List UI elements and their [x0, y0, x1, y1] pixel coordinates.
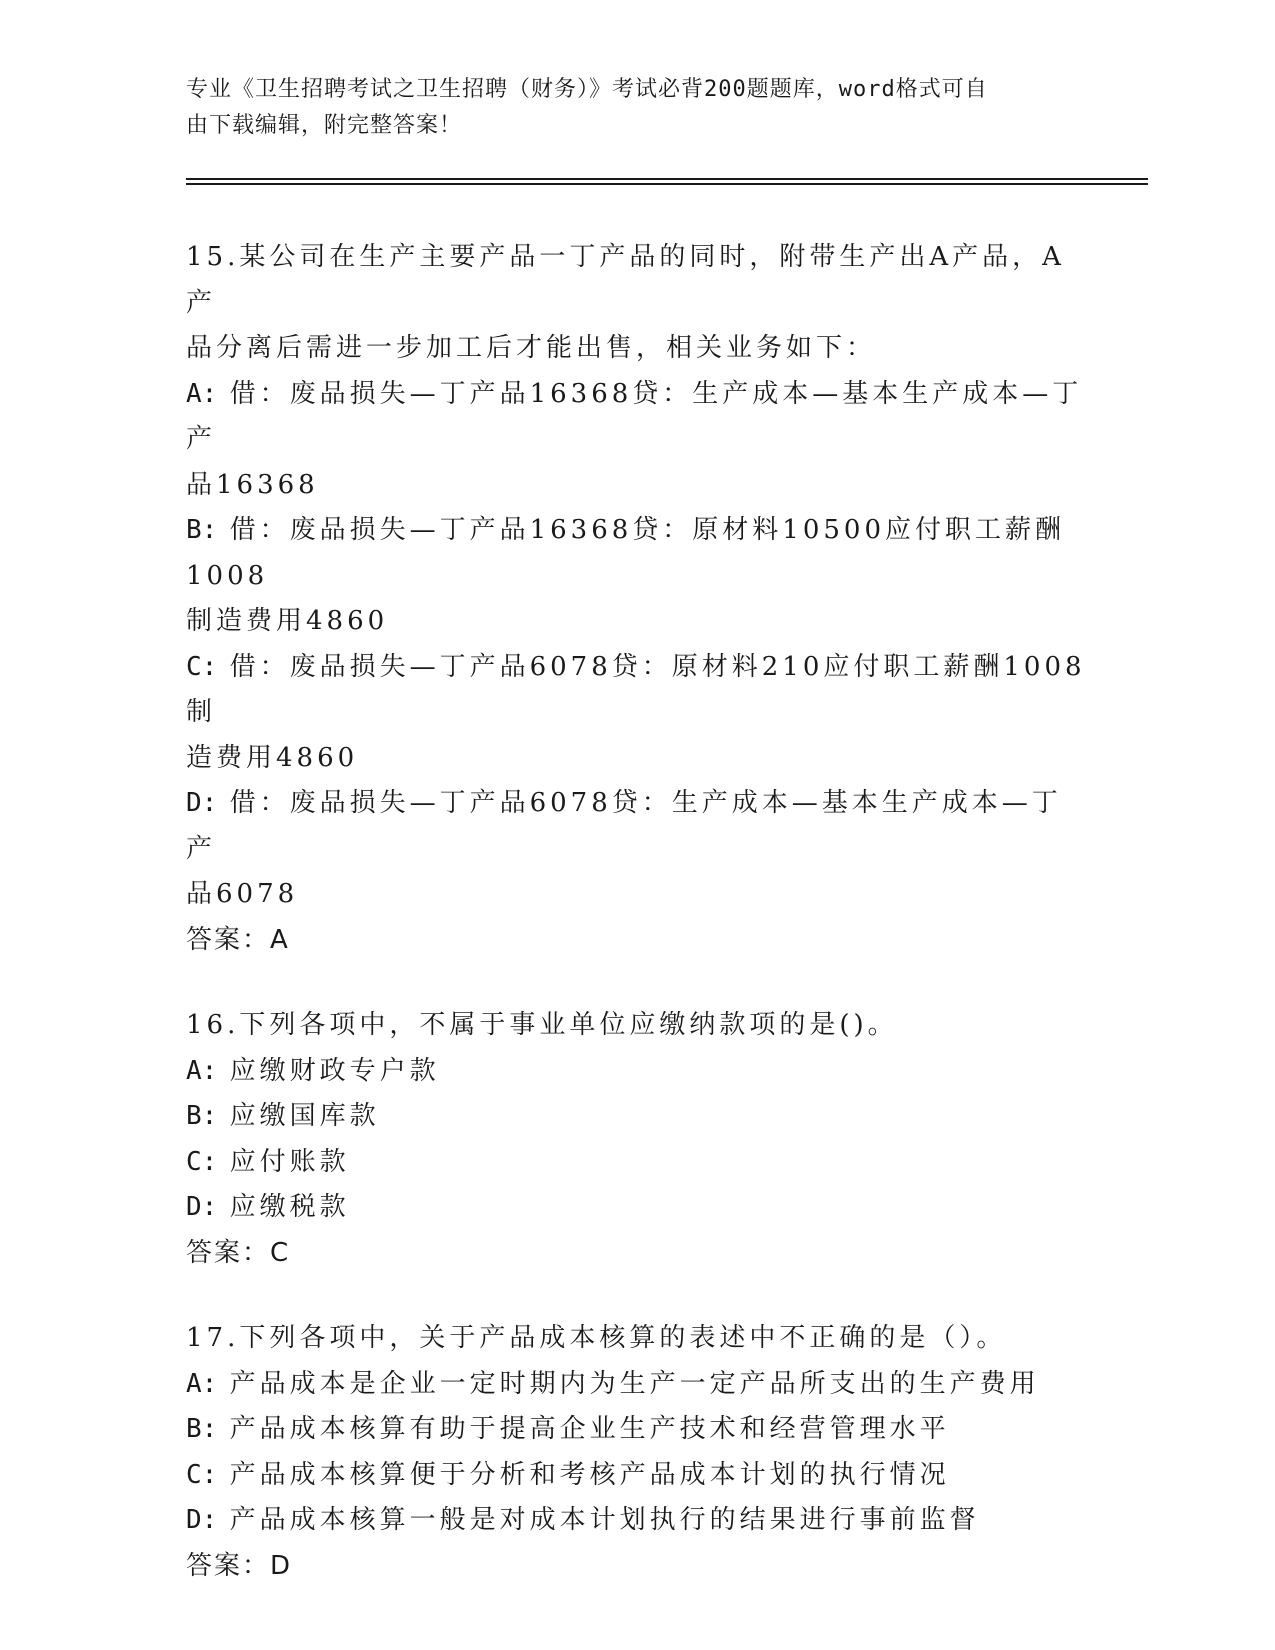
option-d-continued: 品6078 [186, 879, 299, 909]
option-text: 产品成本核算便于分析和考核产品成本计划的执行情况 [229, 1459, 950, 1490]
option-text: 产品成本核算一般是对成本计划执行的结果进行事前监督 [229, 1505, 980, 1535]
option-text: 借：废品损失—丁产品16368贷：生产成本—基本生产成本—丁产 [186, 378, 1083, 454]
option-letter: A: [186, 1055, 218, 1086]
question-list [186, 235, 1086, 1629]
question-stem-line-1: 15.某公司在生产主要产品一丁产品的同时，附带生产出A产品，A产 [186, 242, 1065, 318]
option-text: 借：废品损失—丁产品6078贷：原材料210应付职工薪酬1008制 [186, 651, 1086, 727]
option-text: 应付账款 [229, 1146, 350, 1177]
option-d [186, 1185, 1086, 1231]
option-letter: D: [186, 1192, 218, 1222]
option-a [186, 1049, 1086, 1095]
option-b-continued: 制造费用4860 [186, 606, 389, 636]
answer-label: 答案：A [186, 924, 290, 955]
option-a-continued: 品16368 [186, 469, 319, 500]
option-a [186, 1362, 1086, 1408]
option-d [186, 781, 1086, 872]
option-letter: A: [186, 378, 218, 409]
option-letter: C: [186, 1459, 218, 1490]
option-b [186, 508, 1086, 599]
header-line-2: 由下载编辑，附完整答案！ [186, 113, 463, 138]
question-16 [186, 1003, 1086, 1276]
answer-label: 答案：C [186, 1237, 291, 1268]
question-stem-line-2: 品分离后需进一步加工后才能出售，相关业务如下： [186, 333, 877, 363]
option-text: 产品成本核算有助于提高企业生产技术和经营管理水平 [229, 1414, 950, 1444]
option-letter: D: [186, 1505, 218, 1535]
option-letter: C: [186, 651, 218, 682]
option-letter: A: [186, 1368, 218, 1399]
option-text: 应缴财政专户款 [229, 1055, 440, 1086]
option-text: 产品成本是企业一定时期内为生产一定产品所支出的生产费用 [229, 1368, 1040, 1399]
header-line-1: 专业《卫生招聘考试之卫生招聘（财务）》考试必背200题题库，word格式可自 [186, 77, 988, 102]
option-letter: B: [186, 1101, 218, 1131]
question-stem-line-1: 17.下列各项中，关于产品成本核算的表述中不正确的是（）。 [186, 1323, 1007, 1353]
option-c [186, 1140, 1086, 1186]
option-b [186, 1407, 1086, 1453]
option-letter: B: [186, 515, 218, 545]
header-divider-bottom [186, 183, 1148, 185]
option-c [186, 645, 1086, 736]
option-letter: B: [186, 1414, 218, 1444]
option-text: 借：废品损失—丁产品16368贷：原材料10500应付职工薪酬1008 [186, 515, 1065, 591]
option-c [186, 1453, 1086, 1499]
question-15 [186, 235, 1086, 963]
option-text: 应缴国库款 [229, 1101, 380, 1131]
option-a [186, 372, 1086, 463]
option-d [186, 1498, 1086, 1544]
answer-label: 答案：D [186, 1550, 293, 1581]
document-header [186, 72, 1066, 144]
option-text: 借：废品损失—丁产品6078贷：生产成本—基本生产成本—丁产 [186, 788, 1062, 864]
option-letter: C: [186, 1146, 218, 1177]
option-b [186, 1094, 1086, 1140]
option-c-continued: 造费用4860 [186, 742, 359, 773]
question-stem-line-1: 16.下列各项中，不属于事业单位应缴纳款项的是()。 [186, 1010, 898, 1040]
question-17 [186, 1316, 1086, 1589]
option-text: 应缴税款 [229, 1192, 350, 1222]
option-letter: D: [186, 788, 218, 818]
header-divider-top [186, 178, 1148, 180]
